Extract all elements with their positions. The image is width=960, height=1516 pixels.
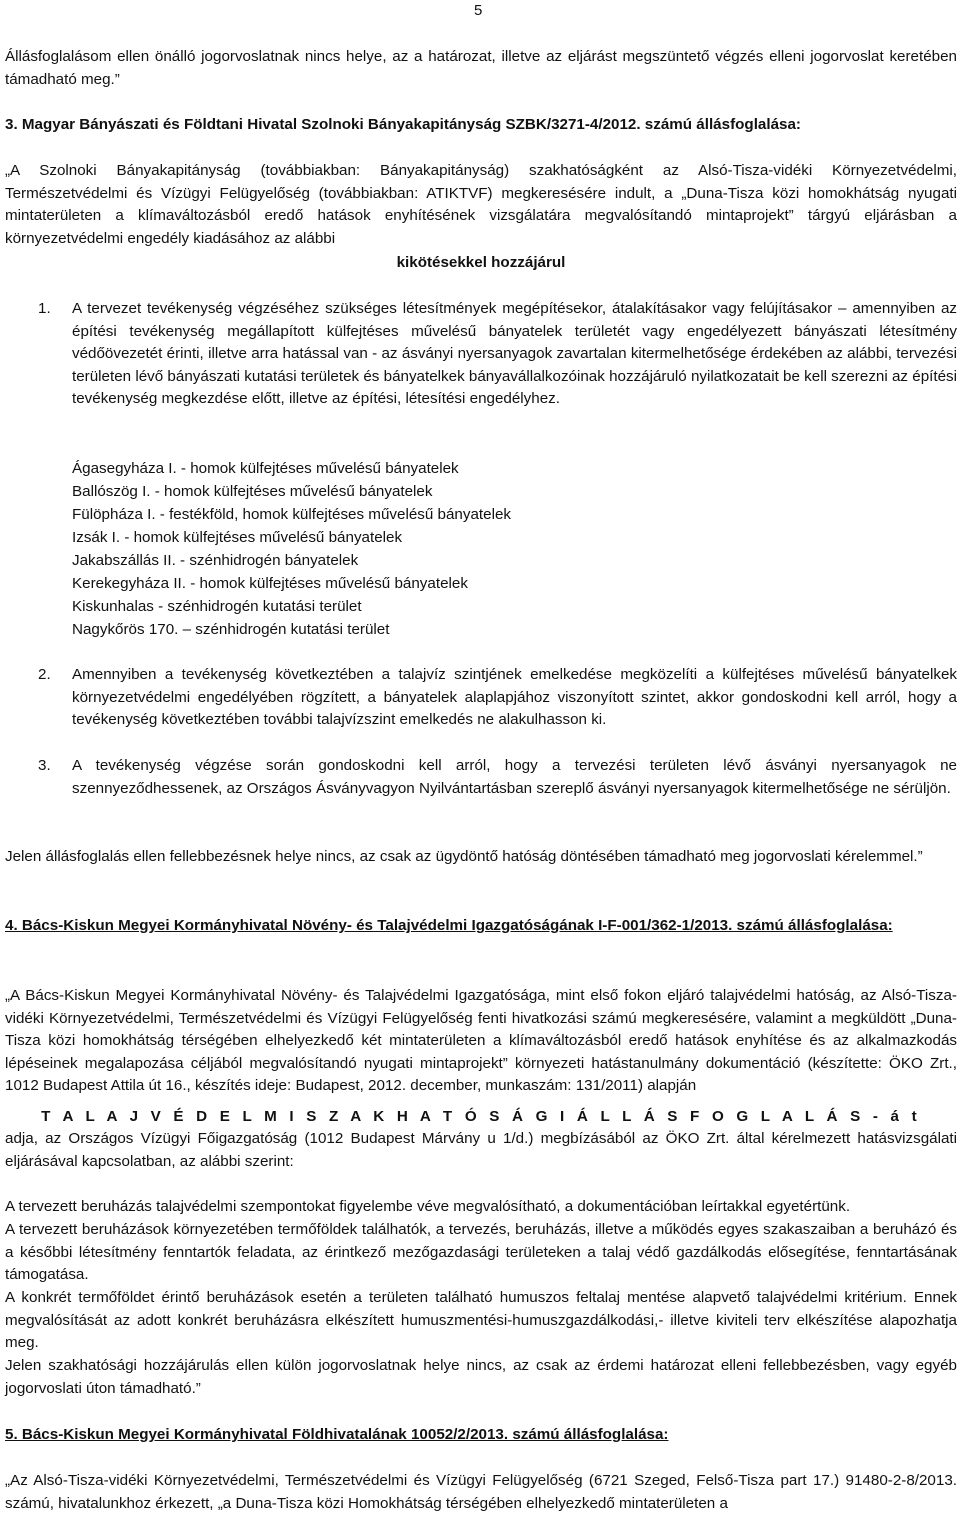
- location-item: Nagykőrös 170. – szénhidrogén kutatási terület: [72, 621, 390, 638]
- location-item: Fülöpháza I. - festékföld, homok külfejtéses művelésű bányatelek: [72, 506, 511, 523]
- location-item: Ballószög I. - homok külfejtéses művelésű bányatelek: [72, 483, 433, 500]
- location-item: Ágasegyháza I. - homok külfejtéses művelésű bányatelek: [72, 460, 459, 477]
- section-4-after-title: adja, az Országos Vízügyi Főigazgatóság (1012 Budapest Márvány u 1/d.) megbízásából az ÖKO Zrt. által kérelmezett hatásvizsgálati eljárásával kapcsolatban, az alábbi szerint:: [5, 1130, 957, 1170]
- page-number: 5: [474, 2, 483, 19]
- section-5-body: „Az Alsó-Tisza-vidéki Környezetvédelmi, Természetvédelmi és Vízügyi Felügyelőség (6721 Szeged, Felső-Tisza part 17.) 91480-2-8/2013. számú, hivatalunkhoz érkezett, „a Duna-Tisza közi Homokhátság térségében elhelyezkedő mintaterületen a: [5, 1472, 957, 1512]
- location-item: Jakabszállás II. - szénhidrogén bányatelek: [72, 552, 359, 569]
- list-text: A tevékenység végzése során gondoskodni kell arról, hogy a tervezési területen lévő ásványi nyersanyagok ne szennyeződhessenek, az Országos Ásványvagyon Nyilvántartásban szereplő ásványi nyersanyagok kitermelhetősége ne sérüljön.: [72, 757, 957, 797]
- list-number: 2.: [38, 666, 51, 683]
- section-5-heading: 5. Bács-Kiskun Megyei Kormányhivatal Földhivatalának 10052/2/2013. számú állásfoglalása:: [5, 1426, 669, 1443]
- list-item: [5, 664, 957, 732]
- intro-paragraph: Állásfoglalásom ellen önálló jogorvoslatnak nincs helye, az a határozat, illetve az eljárást megszüntető végzés elleni jogorvoslat keretében támadható meg.”: [5, 48, 957, 88]
- list-item: [5, 298, 957, 411]
- list-number: 1.: [38, 300, 51, 317]
- section-3-closing: Jelen állásfoglalás ellen fellebbezésnek helye nincs, az csak az ügydöntő hatóság döntésében támadható meg jogorvoslati kérelemmel.”: [5, 848, 923, 865]
- list-item: [5, 755, 957, 800]
- section-4-heading: 4. Bács-Kiskun Megyei Kormányhivatal Növény- és Talajvédelmi Igazgatóságának I-F-001/362-1/2013. számú állásfoglalása:: [5, 917, 893, 934]
- location-item: Kiskunhalas - szénhidrogén kutatási terület: [72, 598, 362, 615]
- location-item: Izsák I. - homok külfejtéses művelésű bányatelek: [72, 529, 403, 546]
- list-number: 3.: [38, 757, 51, 774]
- section-4-paragraph-1: A tervezett beruházás talajvédelmi szempontokat figyelembe véve megvalósítható, a dokumentációban leírtakkal egyetértünk.: [5, 1198, 851, 1215]
- section-4-paragraph-4: Jelen szakhatósági hozzájárulás ellen külön jogorvoslatnak helye nincs, az csak az érdemi határozat elleni fellebbezésben, vagy egyéb jogorvoslati úton támadható.”: [5, 1357, 957, 1397]
- section-3-heading: 3. Magyar Bányászati és Földtani Hivatal Szolnoki Bányakapitányság SZBK/3271-4/2012. számú állásfoglalása:: [5, 116, 801, 133]
- list-text: Amennyiben a tevékenység következtében a talajvíz szintjének emelkedése megközelíti a külfejtéses művelésű bányatelkek környezetvédelmi engedélyében rögzített, a bányatelek alaplapjához viszonyított szintet, akkor gondoskodni kell arról, hogy a tevékenység következtében további talajvízszint emelkedés ne alakulhasson ki.: [72, 666, 957, 729]
- section-4-paragraph-3: A konkrét termőföldet érintő beruházások esetén a területen található humuszos feltalaj mentése alapvető talajvédelmi kritérium. Ennek megvalósítását az adott konkrét beruházásra elkészített humuszmentési-humuszgazdálkodási,- illetve kiviteli terv elkészítése alapozhatja meg.: [5, 1289, 957, 1352]
- location-item: Kerekegyháza II. - homok külfejtéses művelésű bányatelek: [72, 575, 468, 592]
- section-3-decision: kikötésekkel hozzájárul: [396, 254, 566, 271]
- list-text: A tervezet tevékenység végzéséhez szükséges létesítmények megépítésekor, átalakításakor vagy felújításakor – amennyiben az építési tevékenység megállapított külfejtéses művelésű bányatelek területét vagy engedélyezett bányászati létesítmény védőövezetét érinti, illetve arra hatással van - az ásványi nyersanyagok zavartalan kitermelhetősége érdekében az alábbi, tervezési területen lévő bányászati kutatási területek és bányatelkek bányavállalkozóinak hozzájáruló nyilatkozatait be kell szerezni az építési tevékenység megkezdése előtt, illetve az építési, létesítési engedélyhez.: [72, 300, 957, 408]
- section-4-title: T A L A J V É D E L M I S Z A K H A T Ó S Á G I Á L L Á S F O G L A L Á S - á t: [41, 1108, 921, 1125]
- section-4-paragraph-2: A tervezett beruházások környezetében termőföldek találhatók, a tervezés, beruházás, illetve a működés egyes szakaszaiban a beruházó és a későbbi létesítmény fenntartók feladata, az érintkező mezőgazdasági területeken a talaj védő gazdálkodás elősegítése, fenntartásának támogatása.: [5, 1221, 957, 1284]
- section-3-body: „A Szolnoki Bányakapitányság (továbbiakban: Bányakapitányság) szakhatóságként az Alsó-Tisza-vidéki Környezetvédelmi, Természetvédelmi és Vízügyi Felügyelőség (továbbiakban: ATIKTVF) megkeresésére indult, a „Duna-Tisza közi homokhátság nyugati mintaterületen a klímaváltozásból eredő hatások enyhítésének vizsgálatára megvalósítandó mintaprojekt” tárgyú eljárásban a környezetvédelmi engedély kiadásához az alábbi: [5, 162, 957, 247]
- section-4-body: „A Bács-Kiskun Megyei Kormányhivatal Növény- és Talajvédelmi Igazgatósága, mint első fokon eljáró talajvédelmi hatóság, az Alsó-Tisza-vidéki Környezetvédelmi, Természetvédelmi és Vízügyi Felügyelőség fenti hivatkozási számú megkeresésére, valamint a megküldött „Duna-Tisza közi homokhátság térségében elhelyezkedő két mintaterületen a klímaváltozásból eredő hatások enyhítése és az alkalmazkodás lépéseinek megalapozása céljából megvalósítandó nyugati mintaprojekt” környezeti hatástanulmány dokumentáció (készítette: ÖKO Zrt., 1012 Budapest Attila út 16., készítés ideje: Budapest, 2012. december, munkaszám: 131/2011) alapján: [5, 987, 957, 1095]
